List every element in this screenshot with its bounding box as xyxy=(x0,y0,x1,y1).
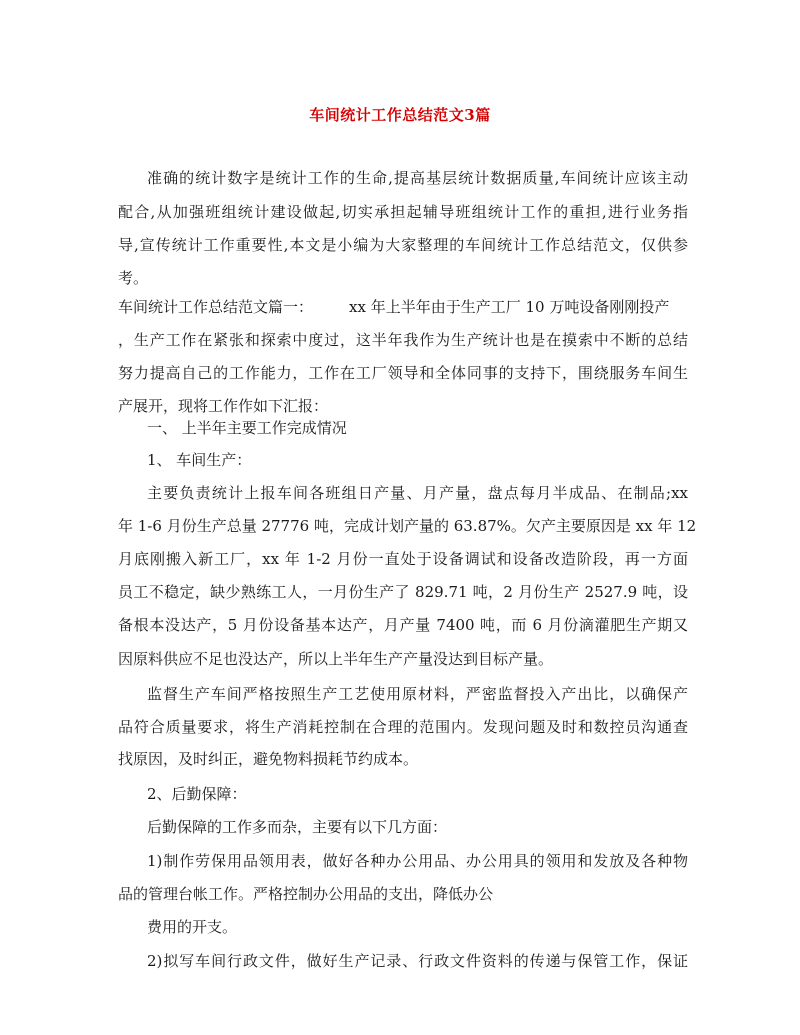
paragraph-line: 因原料供应不足也没达产，所以上半年生产产量没达到目标产量。 xyxy=(118,650,554,668)
paragraph-line: 备根本没达产，5 月份设备基本达产，月产量 7400 吨，而 6 月份滴灌肥生产期又 xyxy=(118,616,688,634)
paragraph-line: 配合,从加强班组统计建设做起,切实承担起辅导班组统计工作的重担,进行业务指 xyxy=(118,203,688,221)
paragraph-line: 努力提高自己的工作能力，工作在工厂领导和全体同事的支持下，围绕服务车间生 xyxy=(118,364,688,382)
paragraph-line: 监督生产车间严格按照生产工艺使用原材料，严密监督投入产出比，以确保产 xyxy=(147,685,688,703)
paragraph-line: 员工不稳定，缺少熟练工人，一月份生产了 829.71 吨，2 月份生产 2527.9 吨，设 xyxy=(118,583,688,601)
paragraph-line: 考。 xyxy=(118,269,149,287)
document-title: 车间统计工作总结范文3篇 xyxy=(309,106,491,124)
section-line xyxy=(118,297,688,317)
section-text: xx 年上半年由于生产工厂 10 万吨设备刚刚投产 xyxy=(349,298,670,316)
paragraph-line: 找原因，及时纠正，避免物料损耗节约成本。 xyxy=(118,750,419,768)
paragraph-line: 费用的开支。 xyxy=(147,918,238,936)
paragraph-line: 2)拟写车间行政文件，做好生产记录、行政文件资料的传递与保管工作，保证 xyxy=(147,952,688,970)
paragraph-line: 准确的统计数字是统计工作的生命,提高基层统计数据质量,车间统计应该主动 xyxy=(147,169,688,187)
paragraph-line: ，生产工作在紧张和探索中度过，这半年我作为生产统计也是在摸索中不断的总结 xyxy=(118,331,688,349)
paragraph-line: 1)制作劳保用品领用表，做好各种办公用品、办公用具的领用和发放及各种物 xyxy=(147,852,688,870)
heading-line: 一、 上半年主要工作完成情况 xyxy=(147,419,347,437)
paragraph-line: 年 1-6 月份生产总量 27776 吨，完成计划产量的 63.87%。欠产主要原因是 xx 年 12 xyxy=(118,517,697,535)
paragraph-line: 主要负责统计上报车间各班组日产量、月产量，盘点每月半成品、在制品;xx xyxy=(147,484,688,502)
paragraph-line: 导,宣传统计工作重要性,本文是小编为大家整理的车间统计工作总结范文，仅供参 xyxy=(118,236,688,254)
paragraph-line: 品的管理台帐工作。严格控制办公用品的支出，降低办公 xyxy=(118,885,494,903)
paragraph-line: 后勤保障的工作多而杂，主要有以下几方面： xyxy=(147,818,448,836)
paragraph-line: 产展开，现将工作作如下汇报： xyxy=(118,397,329,415)
paragraph-line: 品符合质量要求，将生产消耗控制在合理的范围内。发现问题及时和数控员沟通查 xyxy=(118,718,688,736)
section-heading: 车间统计工作总结范文篇一： xyxy=(118,298,314,316)
heading-line: 2、后勤保障： xyxy=(147,785,247,803)
paragraph-line: 月底刚搬入新工厂，xx 年 1-2 月份一直处于设备调试和设备改造阶段，再一方面 xyxy=(118,550,688,568)
heading-line: 1、 车间生产： xyxy=(147,451,252,469)
